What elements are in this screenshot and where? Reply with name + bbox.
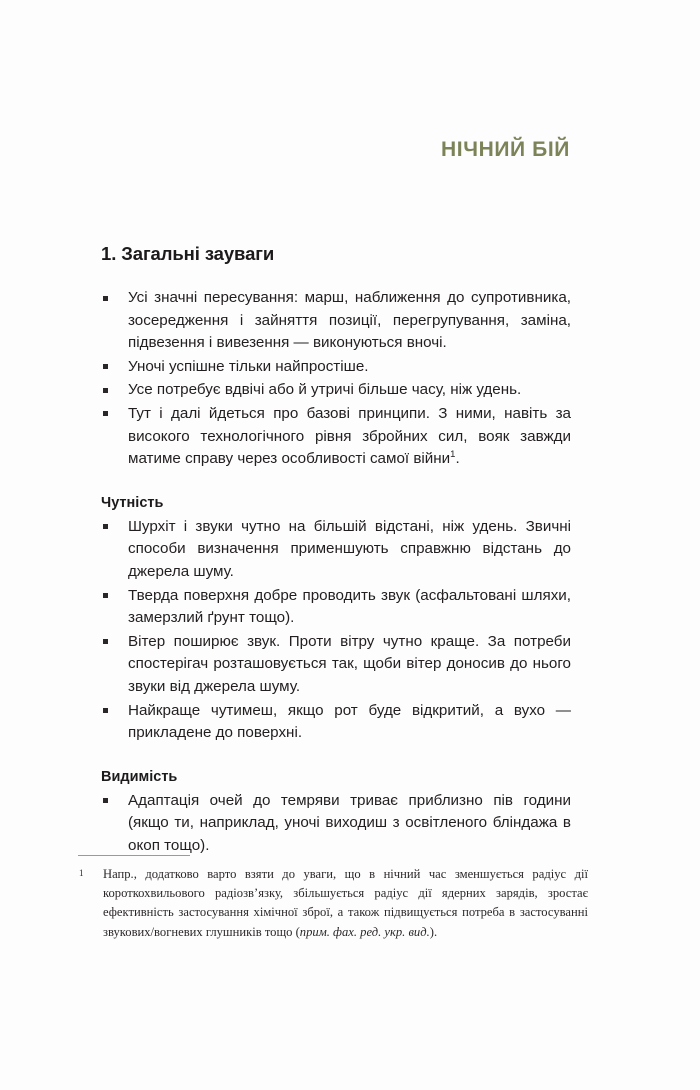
running-head-title: НІЧНИЙ БІЙ [441,138,570,161]
footnote-area [78,855,588,942]
list-item-body: Тут і далі йдеться про базові принципи. З ними, навіть за високого технологічного рівня збройних сил, вояк завжди матиме справу через особливості самої війни [128,404,571,468]
list-item [101,631,571,699]
visibility-list [101,790,571,858]
list-item [101,287,571,355]
bullet-square-icon [103,364,108,369]
list-item [101,516,571,584]
bullet-square-icon [103,296,108,301]
list-item [101,790,571,858]
subsection-heading-audibility: Чутність [101,494,164,511]
footnote-closing: ). [429,924,438,939]
footnote-body: Напр., додатково варто взяти до уваги, що в нічний час зменшується радіус дії короткохвильового радіозв’язку, збільшується радіус дії ядерних зарядів, зростає ефективність застосування хімічної зброї, а також підвищується потреба в застосуванні звукових/вогневих глушників тощо ( [103,867,588,939]
list-item-text: Вітер поширює звук. Проти вітру чутно краще. За потреби спостерігач розташовується так, щоби вітер доносив до нього звуки від джерела шуму. [128,632,571,695]
general-notes-list [101,287,571,471]
footnote-number: 1 [79,868,84,878]
text-column [101,243,571,858]
bullet-square-icon [103,798,108,803]
list-item-period: . [455,450,460,468]
list-item-text [128,403,571,471]
footnote-separator-rule [78,855,190,856]
list-item-text: Найкраще чутимеш, якщо рот буде відкритий, а вухо — прикладене до поверхні. [128,701,571,742]
bullet-square-icon [103,388,108,393]
footnote-text [78,865,588,942]
list-item [101,379,571,402]
section-heading: 1. Загальні зауваги [101,243,275,264]
list-item-text: Усі значні пересування: марш, наближення до супротивника, зосередження і зайняття позиції, перегрупування, заміна, підвезення і вивезення — виконуються вночі. [128,289,571,352]
list-item [101,700,571,745]
list-item [101,356,571,379]
subsection-heading-visibility: Видимість [101,768,178,785]
footnote-italic-attribution: прим. фах. ред. укр. вид. [299,924,430,939]
audibility-list [101,516,571,745]
list-item-text: Шурхіт і звуки чутно на більшій відстані, ніж удень. Звичні способи визначення применшують справжню відстань до джерела шуму. [128,517,571,580]
list-item-text: Тверда поверхня добре проводить звук (асфальтовані шляхи, замерзлий ґрунт тощо). [128,586,571,627]
list-item-text: Адаптація очей до темряви триває приблизно пів години (якщо ти, наприклад, уночі виходиш з освітленого бліндажа в окоп тощо). [128,791,571,854]
bullet-square-icon [103,524,108,529]
footnote-reference[interactable]: 1 [450,449,456,461]
list-item-text: Усе потребує вдвічі або й утричі більше часу, ніж удень. [128,381,522,399]
bullet-square-icon [103,593,108,598]
bullet-square-icon [103,411,108,416]
bullet-square-icon [103,639,108,644]
list-item-text: Уночі успішне тільки найпростіше. [128,357,369,375]
list-item [101,403,571,471]
list-item [101,585,571,630]
bullet-square-icon [103,708,108,713]
